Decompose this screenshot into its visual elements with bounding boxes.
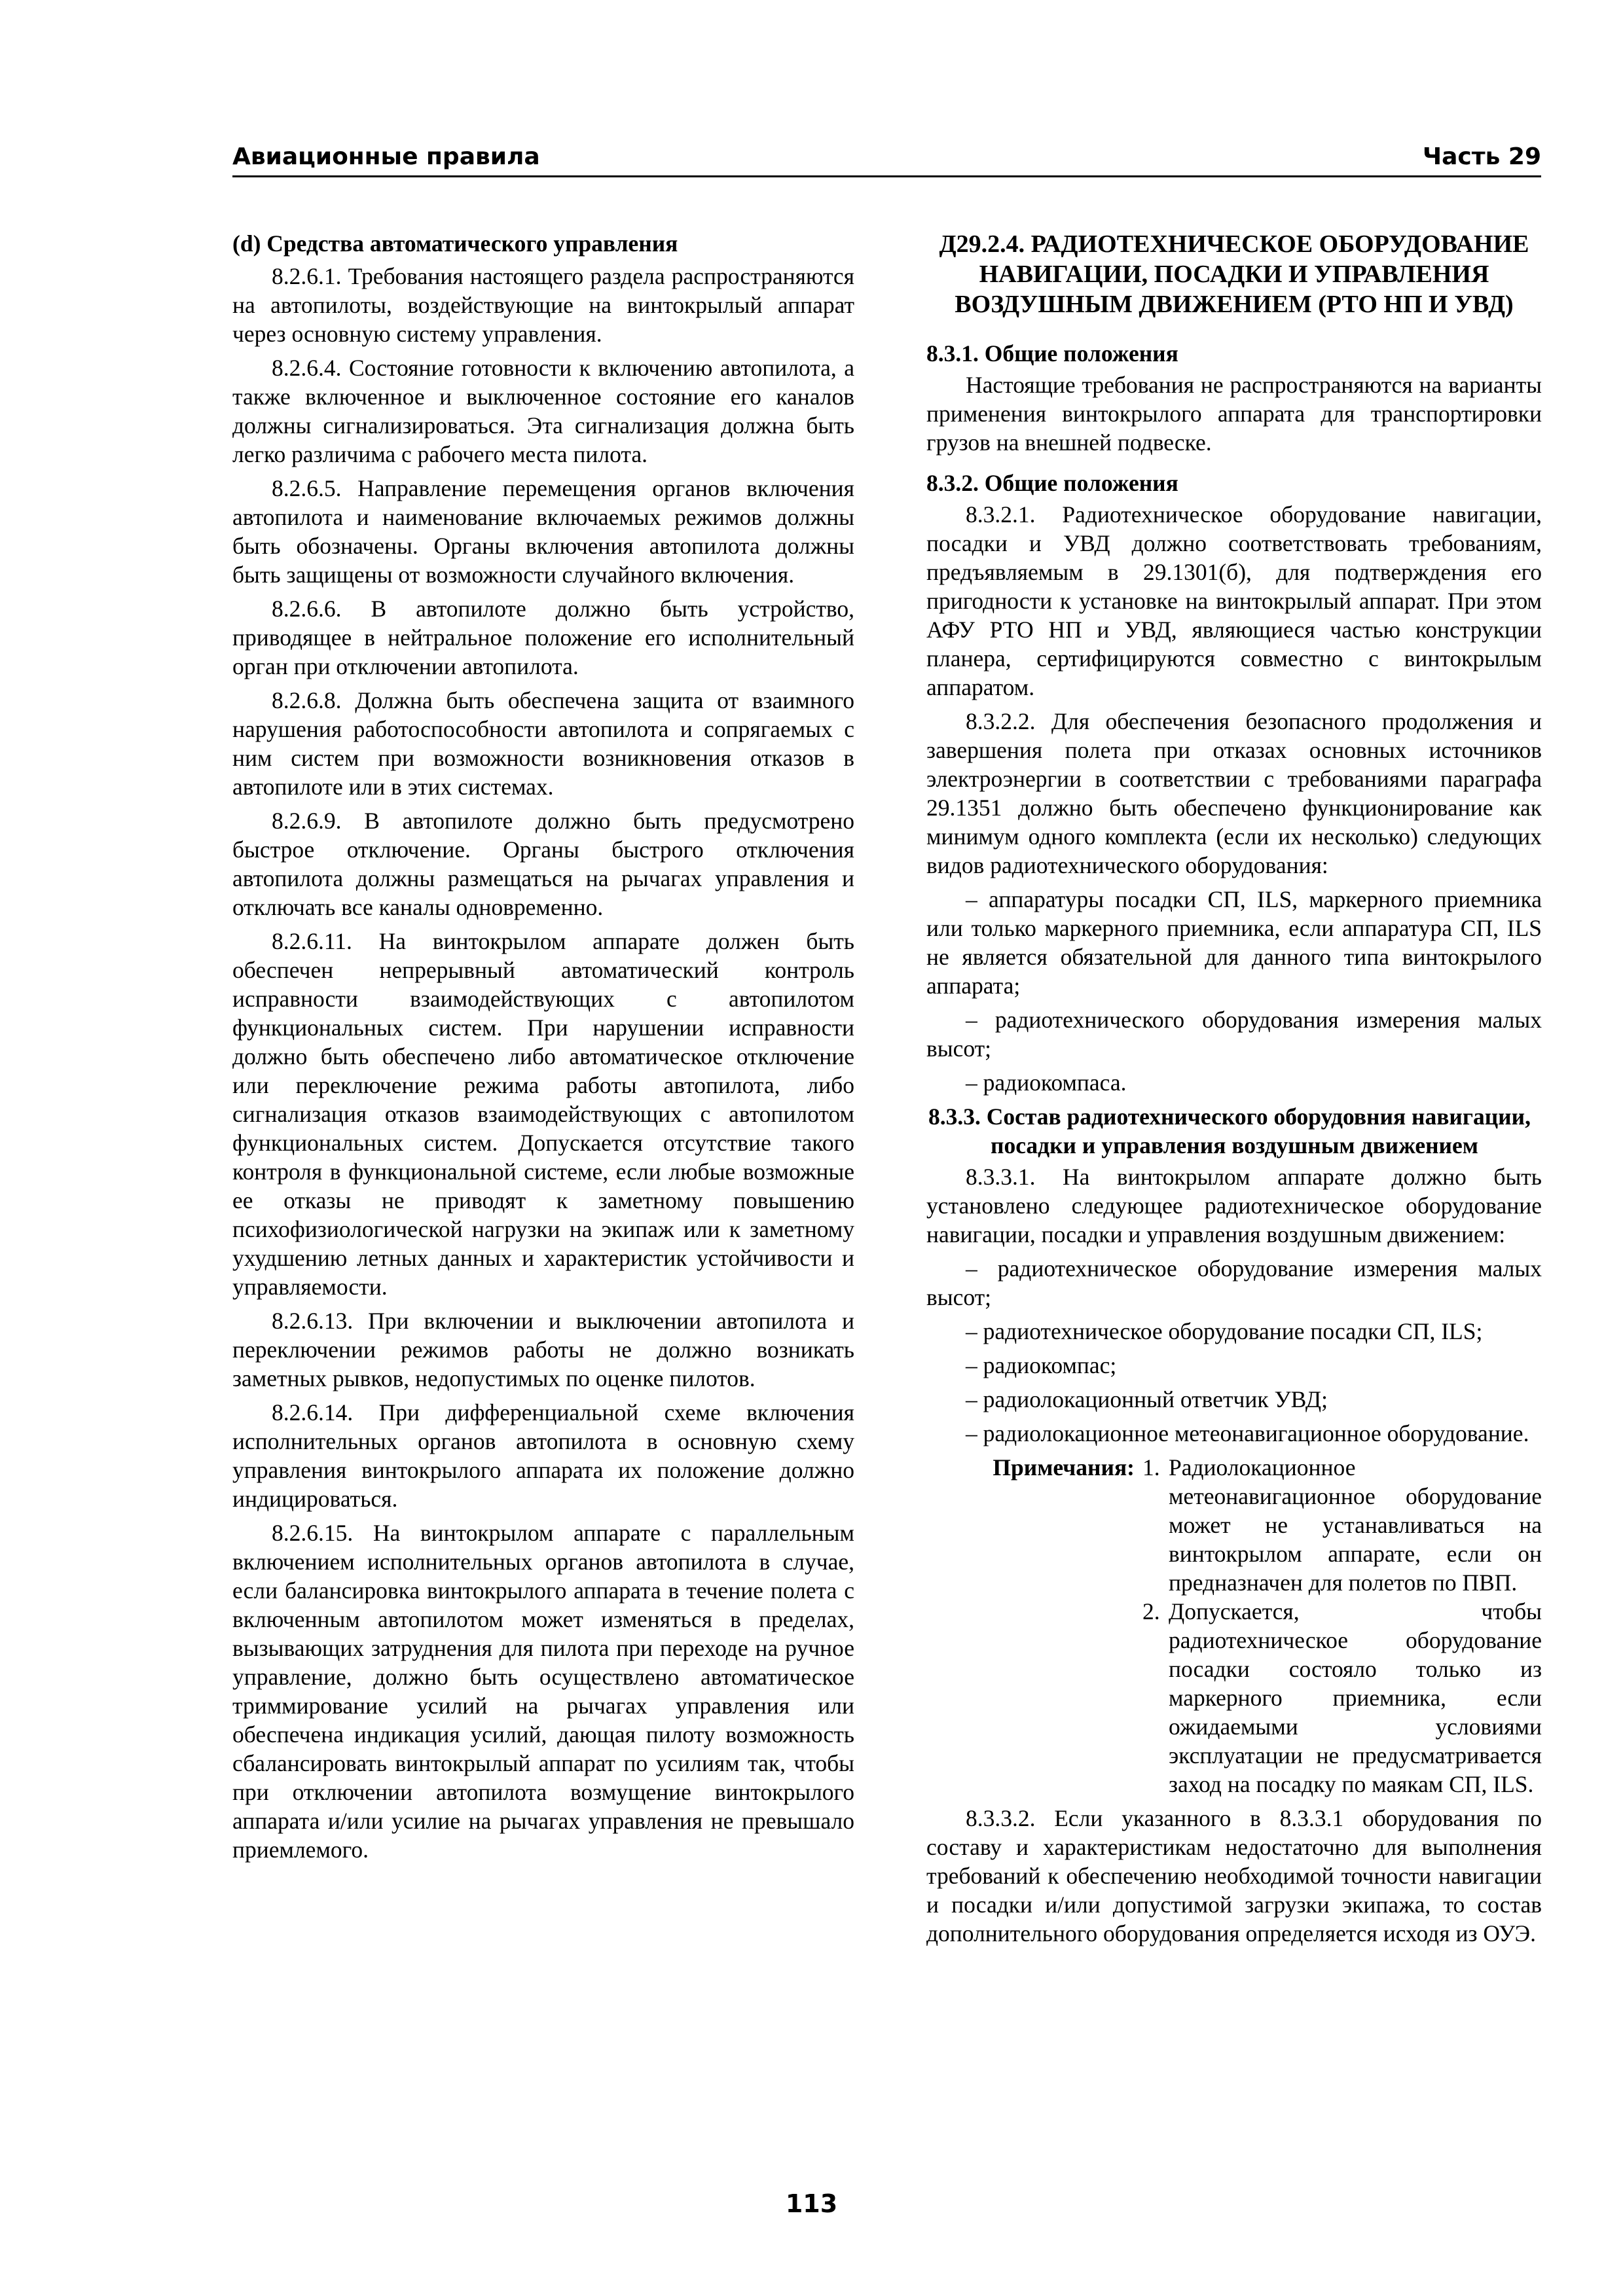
paragraph: 8.2.6.8. Должна быть обеспечена защита от взаимного нарушения работоспособности автопилота и сопрягаемых с ним систем при возможности возникновения отказов в автопилоте или в этих системах. — [232, 687, 854, 800]
list-item: – радиокомпас; — [966, 1352, 1117, 1378]
section-heading-d: (d) Средства автоматического управления — [232, 230, 678, 257]
left-column — [232, 229, 854, 1869]
paragraph: 8.3.3.1. На винтокрылом аппарате должно быть установлено следующее радиотехническое оборудование навигации, посадки и управления воздушным движением: — [926, 1164, 1542, 1247]
section-heading-832: 8.3.2. Общие положения — [926, 470, 1178, 496]
list-item: – радиолокационное метеонавигационное оборудование. — [966, 1420, 1529, 1446]
note-text: Радиолокационное метеонавигационное оборудование может не устанавливаться на винтокрылом аппарате, если он предназначен для полетов по ПВП. — [1169, 1454, 1542, 1596]
note-text: Допускается, чтобы радиотехническое оборудование посадки состояло только из маркерного приемника, если ожидаемыми условиями эксплуатации не предусматривается заход на посадку по маякам СП, ILS. — [1169, 1598, 1542, 1797]
chapter-title: Д29.2.4. РАДИОТЕХНИЧЕСКОЕ ОБОРУДОВАНИЕ НАВИГАЦИИ, ПОСАДКИ И УПРАВЛЕНИЯ ВОЗДУШНЫМ ДВИЖЕНИЕМ (РТО НП И УВД) — [939, 230, 1529, 318]
paragraph: 8.2.6.5. Направление перемещения органов включения автопилота и наименование включаемых режимов должны быть обозначены. Органы включения автопилота должны быть защищены от возможности случайного включения. — [232, 475, 854, 588]
list-item: – радиолокационный ответчик УВД; — [966, 1386, 1328, 1412]
paragraph: 8.2.6.15. На винтокрылом аппарате с параллельным включением исполнительных органов автопилота в случае, если балансировка винтокрылого аппарата в течение полета с включенным автопилотом может изменяться в пределах, вызывающих затруднения для пилота при переходе на ручное управление, должно быть осуществлено автоматическое триммирование усилий на рычагах управления или обеспечена индикация усилий, дающая пилоту возможность сбалансировать винтокрылый аппарат по усилиям так, чтобы при отключении автопилота возмущение винтокрылого аппарата и/или усилие на рычагах управления не превышало приемлемого. — [232, 1520, 854, 1863]
section-heading-833: 8.3.3. Состав радиотехнического оборудовния навигации, посадки и управления воздушным движением — [928, 1103, 1531, 1158]
paragraph: 8.3.2.1. Радиотехническое оборудование навигации, посадки и УВД должно соответствовать требованиям, предъявляемым в 29.1301(б), для подтверждения его пригодности к установке на винтокрылый аппарат. При этом АФУ РТО НП и УВД, являющиеся частью конструкции планера, сертифицируются совместно с винтокрылым аппаратом. — [926, 501, 1542, 700]
note-number: 2. — [1142, 1598, 1160, 1624]
list-item: – радиокомпаса. — [966, 1069, 1127, 1096]
right-column — [926, 229, 1542, 1953]
page-number: 113 — [785, 2189, 838, 2218]
note-row — [926, 1597, 1542, 1799]
list-item: – радиотехнического оборудования измерения малых высот; — [926, 1007, 1542, 1062]
list-item: – радиотехническое оборудование посадки СП, ILS; — [966, 1318, 1483, 1344]
note-number: 1. — [1142, 1454, 1160, 1480]
paragraph: 8.2.6.11. На винтокрылом аппарате должен быть обеспечен непрерывный автоматический контроль исправности взаимодействующих с автопилотом функциональных систем. При нарушении исправности должно быть обеспечено либо автоматическое отключение или переключение режима работы автопилота, либо сигнализация отказов взаимодействующих с автопилотом функциональных систем. Допускается отсутствие такого контроля в функциональной системе, если любые возможные ее отказы не приводят к заметному повышению психофизиологической нагрузки на экипаж или к заметному ухудшению летных данных и характеристик устойчивости и управляемости. — [232, 928, 854, 1300]
paragraph: 8.3.3.2. Если указанного в 8.3.3.1 оборудования по составу и характеристикам недостаточно для выполнения требований к обеспечению необходимой точности навигации и посадки и/или допустимой загрузки экипажа, то состав дополнительного оборудования определяется исходя из ОУЭ. — [926, 1805, 1542, 1946]
note-row — [926, 1453, 1542, 1597]
paragraph: 8.2.6.4. Состояние готовности к включению автопилота, а также включенное и выключенное состояние его каналов должны сигнализироваться. Эта сигнализация должна быть легко различима с рабочего места пилота. — [232, 355, 854, 467]
paragraph: 8.2.6.13. При включении и выключении автопилота и переключении режимов работы не должно возникать заметных рывков, недопустимых по оценке пилотов. — [232, 1308, 854, 1391]
section-heading-831: 8.3.1. Общие положения — [926, 340, 1178, 367]
notes-label: Примечания: — [993, 1454, 1135, 1480]
paragraph: 8.2.6.1. Требования настоящего раздела распространяются на автопилоты, воздействующие на винтокрылый аппарат через основную систему управления. — [232, 263, 854, 347]
paragraph: 8.3.2.2. Для обеспечения безопасного продолжения и завершения полета при отказах основных источников электроэнергии в соответствии с требованиями параграфа 29.1351 должно быть обеспечено функционирование как минимум одного комплекта (если их несколько) следующих видов радиотехнического оборудования: — [926, 708, 1542, 878]
header-title: Авиационные правила — [232, 143, 540, 170]
list-item: – радиотехническое оборудование измерения малых высот; — [926, 1255, 1542, 1310]
notes-block — [926, 1453, 1542, 1799]
paragraph: Настоящие требования не распространяются на варианты применения винтокрылого аппарата для транспортировки грузов на внешней подвеске. — [926, 372, 1542, 456]
running-header — [232, 136, 1541, 177]
header-part: Часть 29 — [1423, 143, 1541, 170]
paragraph: 8.2.6.6. В автопилоте должно быть устройство, приводящее в нейтральное положение его исполнительный орган при отключении автопилота. — [232, 596, 854, 679]
list-item: – аппаратуры посадки СП, ILS, маркерного приемника или только маркерного приемника, если аппаратура СП, ILS не является обязательной для данного типа винтокрылого аппарата; — [926, 886, 1542, 999]
paragraph: 8.2.6.14. При дифференциальной схеме включения исполнительных органов автопилота в основную схему управления винтокрылого аппарата их положение должно индицироваться. — [232, 1399, 854, 1512]
paragraph: 8.2.6.9. В автопилоте должно быть предусмотрено быстрое отключение. Органы быстрого отключения автопилота должны размещаться на рычагах управления и отключать все каналы одновременно. — [232, 808, 854, 920]
